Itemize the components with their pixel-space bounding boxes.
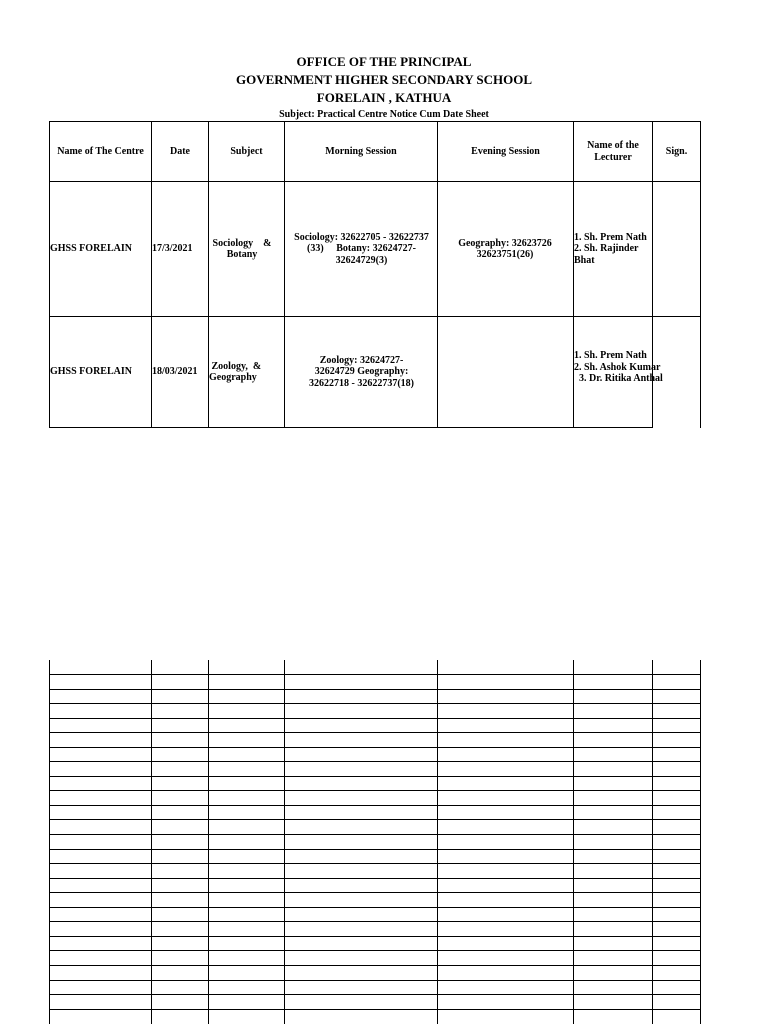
table-row-2-lecturer [574,350,663,428]
table-row-1-centre: GHSS FORELAIN [50,243,132,255]
lecturer-line: 1. Sh. Prem Nath [574,350,647,361]
table-row-2-sign [653,317,700,427]
col-header-subject: Subject [230,145,263,157]
col-header-morning: Morning Session [325,145,397,157]
table-row-1-subject: Sociology & Botany [212,237,282,260]
grid-row-line [49,674,701,675]
grid-row-line [49,907,701,908]
grid-row-line [49,761,701,762]
col-header-lecturer: Name of the Lecturer [587,140,639,163]
grid-row-line [49,1009,701,1010]
col-header-centre: Name of The Centre [57,145,144,157]
grid-row-line [49,819,701,820]
grid-row-line [49,834,701,835]
grid-col-line [700,660,701,1024]
school-location: FORELAIN , KATHUA [316,90,452,105]
table-row-2-date: 18/03/2021 [152,366,198,378]
table-border-bottom [49,427,652,428]
grid-row-line [49,950,701,951]
lecturer-line: 3. Dr. Ritika Anthal [574,373,663,384]
grid-row-line [49,805,701,806]
table-row-1-evening: Geography: 32623726 32623751(26) [458,237,552,260]
notice-subject: Subject: Practical Centre Notice Cum Date Sheet [279,109,489,120]
grid-col-line [573,660,574,1024]
grid-col-line [652,660,653,1024]
grid-row-line [49,994,701,995]
grid-row-line [49,892,701,893]
grid-col-line [49,660,50,1024]
table-row-1-date: 17/3/2021 [152,243,193,255]
grid-row-line [49,790,701,791]
col-line [700,121,701,428]
lecturer-line: 2. Sh. Ashok Kumar [574,361,661,373]
table-row-1-lecturer: 1. Sh. Prem Nath 2. Sh. Rajinder Bhat [574,231,690,266]
grid-col-line [208,660,209,1024]
grid-row-line [49,921,701,922]
grid-col-line [284,660,285,1024]
grid-row-line [49,732,701,733]
grid-row-line [49,718,701,719]
grid-row-line [49,936,701,937]
grid-row-line [49,878,701,879]
grid-row-line [49,849,701,850]
table-row-1-morning: Sociology: 32622705 - 32622737 (33) Botany: 32624727- 32624729(3) [294,231,432,266]
school-name: GOVERNMENT HIGHER SECONDARY SCHOOL [235,72,533,87]
table-row-1-sign [653,182,700,316]
table-row-2-evening [438,317,573,427]
grid-row-line [49,747,701,748]
grid-row-line [49,689,701,690]
office-title: OFFICE OF THE PRINCIPAL [296,54,472,69]
table-row-2-subject: Zoology, & Geography [209,360,264,383]
grid-row-line [49,980,701,981]
grid-row-line [49,776,701,777]
table-row-2-centre: GHSS FORELAIN [50,366,132,378]
col-header-evening: Evening Session [471,145,540,157]
grid-row-line [49,863,701,864]
grid-col-line [437,660,438,1024]
grid-col-line [151,660,152,1024]
table-row-2-morning: Zoology: 32624727- 32624729 Geography: 32622718 - 32622737(18) [309,354,414,389]
grid-row-line [49,965,701,966]
grid-row-line [49,703,701,704]
col-header-date: Date [170,145,190,157]
col-header-sign: Sign. [665,145,688,157]
